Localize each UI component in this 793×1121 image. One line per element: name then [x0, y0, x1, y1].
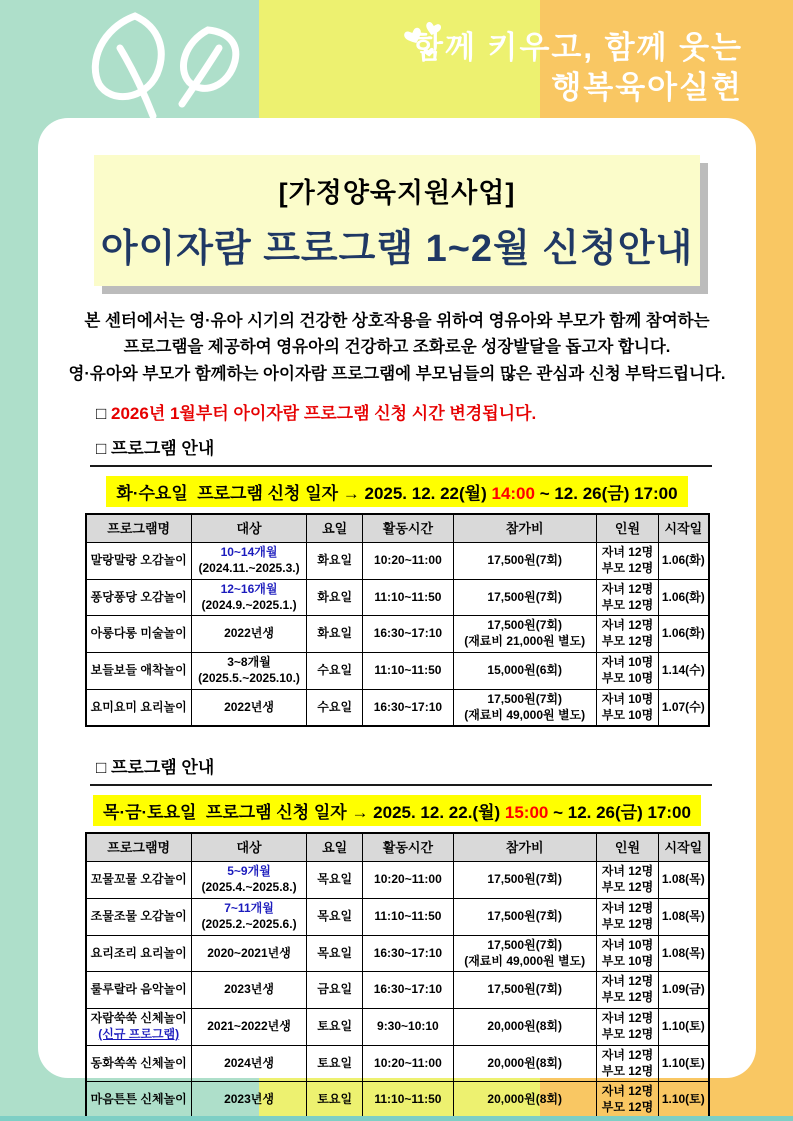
cell-start-date: 1.08(목): [659, 935, 709, 972]
cell-day: 목요일: [307, 862, 363, 899]
cell-capacity: 자녀 12명 부모 12명: [596, 1082, 658, 1119]
cell-target: 2023년생: [191, 972, 306, 1009]
schedule-suffix: ~ 12. 26(금) 17:00: [548, 803, 691, 823]
cell-capacity: 자녀 10명 부모 10명: [596, 689, 658, 726]
column-header: 프로그램명: [86, 833, 192, 862]
slogan-line-2: 행복육아실현: [551, 70, 743, 105]
table-row: [86, 899, 709, 936]
schedule-time: 15:00: [504, 803, 549, 823]
content-card: [38, 118, 756, 1115]
column-header: 활동시간: [363, 833, 453, 862]
cell-program-name: 꼬물꼬물 오감놀이: [86, 862, 192, 899]
cell-fee: 20,000원(8회): [453, 1045, 596, 1082]
column-header: 활동시간: [363, 514, 453, 543]
cell-activity-time: 16:30~17:10: [363, 935, 453, 972]
column-header: 요일: [307, 833, 363, 862]
cell-fee: 17,500원(7회) (재료비 49,000원 별도): [453, 935, 596, 972]
cell-target: 2022년생: [191, 616, 306, 653]
cell-program-name: 아롱다롱 미술놀이: [86, 616, 192, 653]
intro-paragraph: [62, 308, 732, 387]
cell-activity-time: 10:20~11:00: [363, 1045, 453, 1082]
cell-day: 화요일: [307, 579, 363, 616]
section-rule-2: [90, 784, 712, 786]
cell-program-name: 요미요미 요리놀이: [86, 689, 192, 726]
notice-bullet: □: [96, 404, 111, 424]
cell-activity-time: 11:10~11:50: [363, 1082, 453, 1119]
table-row: [86, 1009, 709, 1046]
table-row: [86, 579, 709, 616]
cell-capacity: 자녀 12명 부모 12명: [596, 1009, 658, 1046]
section-rule-1: [90, 465, 712, 467]
cell-start-date: 1.10(토): [659, 1045, 709, 1082]
cell-day: 목요일: [307, 935, 363, 972]
cell-day: 화요일: [307, 616, 363, 653]
intro-line-2: 프로그램을 제공하여 영유아의 건강하고 조화로운 성장발달을 돕고자 합니다.: [123, 338, 671, 357]
cell-target: 2021~2022년생: [191, 1009, 306, 1046]
table-row: [86, 543, 709, 580]
cell-target: 2023년생: [191, 1082, 306, 1119]
schedule-prefix: 목·금·토요일 프로그램 신청 일자 → 2025. 12. 22.(월): [103, 803, 505, 823]
table-row: [86, 616, 709, 653]
cell-activity-time: 10:20~11:00: [363, 543, 453, 580]
cell-program-name: 동화쏙쏙 신체놀이: [86, 1045, 192, 1082]
cell-capacity: 자녀 12명 부모 12명: [596, 543, 658, 580]
column-header: 요일: [307, 514, 363, 543]
schedule-time: 14:00: [491, 484, 535, 504]
cell-target: 12~16개월 (2024.9.~2025.1.): [191, 579, 306, 616]
cell-target: 5~9개월 (2025.4.~2025.8.): [191, 862, 306, 899]
slogan-line-1: 함께 키우고, 함께 웃는: [413, 30, 743, 65]
cell-activity-time: 16:30~17:10: [363, 972, 453, 1009]
notice-text: 2026년 1월부터 아이자람 프로그램 신청 시간 변경됩니다.: [111, 404, 537, 424]
table-row: [86, 935, 709, 972]
column-header: 참가비: [453, 514, 596, 543]
program-table-thu-fri-sat: [85, 832, 710, 1120]
column-header: 인원: [596, 833, 658, 862]
schedule-suffix: ~ 12. 26(금) 17:00: [534, 484, 678, 504]
title-box: [94, 155, 700, 286]
page-title: 아이자람 프로그램 1~2월 신청안내: [100, 228, 694, 270]
cell-target: 7~11개월 (2025.2.~2025.6.): [191, 899, 306, 936]
cell-program-name: 마음튼튼 신체놀이: [86, 1082, 192, 1119]
column-header: 시작일: [659, 833, 709, 862]
cell-activity-time: 16:30~17:10: [363, 689, 453, 726]
schedule-bar-2: [93, 795, 701, 826]
cell-start-date: 1.06(화): [659, 616, 709, 653]
cell-day: 토요일: [307, 1082, 363, 1119]
column-header: 대상: [191, 514, 306, 543]
cell-day: 수요일: [307, 689, 363, 726]
cell-day: 토요일: [307, 1009, 363, 1046]
cell-day: 토요일: [307, 1045, 363, 1082]
cell-activity-time: 11:10~11:50: [363, 899, 453, 936]
cell-activity-time: 16:30~17:10: [363, 616, 453, 653]
column-header: 시작일: [659, 514, 709, 543]
notice-line: [96, 399, 732, 424]
cell-start-date: 1.06(화): [659, 579, 709, 616]
cell-capacity: 자녀 12명 부모 12명: [596, 972, 658, 1009]
cell-start-date: 1.10(토): [659, 1082, 709, 1119]
table-row: [86, 653, 709, 690]
cell-program-name: 요리조리 요리놀이: [86, 935, 192, 972]
header-row: [86, 833, 709, 862]
table-row: [86, 689, 709, 726]
schedule-prefix: 화·수요일 프로그램 신청 일자 → 2025. 12. 22(월): [116, 484, 492, 504]
cell-fee: 17,500원(7회): [453, 972, 596, 1009]
banner-slogan: [413, 28, 743, 108]
cell-fee: 15,000원(6회): [453, 653, 596, 690]
cell-target: 3~8개월 (2025.5.~2025.10.): [191, 653, 306, 690]
cell-activity-time: 10:20~11:00: [363, 862, 453, 899]
cell-program-name: 보들보들 애착놀이: [86, 653, 192, 690]
cell-program-name: 퐁당퐁당 오감놀이: [86, 579, 192, 616]
cell-start-date: 1.09(금): [659, 972, 709, 1009]
cell-program-name: 말랑말랑 오감놀이: [86, 543, 192, 580]
cell-activity-time: 11:10~11:50: [363, 653, 453, 690]
section-label-1: □ 프로그램 안내: [96, 439, 215, 459]
cell-start-date: 1.08(목): [659, 899, 709, 936]
intro-line-3: 영·유아와 부모가 함께하는 아이자람 프로그램에 부모님들의 많은 관심과 신청 부탁드립니다.: [68, 364, 726, 383]
cell-activity-time: 9:30~10:10: [363, 1009, 453, 1046]
cell-fee: 17,500원(7회) (재료비 49,000원 별도): [453, 689, 596, 726]
column-header: 인원: [596, 514, 658, 543]
cell-program-name: 조물조물 오감놀이: [86, 899, 192, 936]
header-row: [86, 514, 709, 543]
title-category: [가정양육지원사업]: [278, 178, 516, 208]
cell-capacity: 자녀 10명 부모 10명: [596, 653, 658, 690]
cell-capacity: 자녀 12명 부모 12명: [596, 616, 658, 653]
section-label-2: □ 프로그램 안내: [96, 758, 215, 778]
cell-target: 2020~2021년생: [191, 935, 306, 972]
cell-capacity: 자녀 12명 부모 12명: [596, 899, 658, 936]
cell-program-name: 자람쑥쑥 신체놀이 (신규 프로그램): [86, 1009, 192, 1046]
cell-fee: 20,000원(8회): [453, 1082, 596, 1119]
cell-capacity: 자녀 10명 부모 10명: [596, 935, 658, 972]
cell-target: 10~14개월 (2024.11.~2025.3.): [191, 543, 306, 580]
cell-start-date: 1.07(수): [659, 689, 709, 726]
intro-line-1: 본 센터에서는 영·유아 시기의 건강한 상호작용을 위하여 영유아와 부모가 함께 참여하는: [84, 312, 710, 330]
column-header: 대상: [191, 833, 306, 862]
table-row: [86, 1045, 709, 1082]
table-row: [86, 862, 709, 899]
cell-target: 2022년생: [191, 689, 306, 726]
column-header: 프로그램명: [86, 514, 192, 543]
program-table-tue-wed: [85, 513, 710, 727]
leaves-icon: [78, 6, 256, 120]
cell-fee: 17,500원(7회): [453, 862, 596, 899]
table-row: [86, 972, 709, 1009]
column-header: 참가비: [453, 833, 596, 862]
cell-fee: 17,500원(7회): [453, 543, 596, 580]
cell-capacity: 자녀 12명 부모 12명: [596, 862, 658, 899]
cell-fee: 17,500원(7회): [453, 899, 596, 936]
cell-start-date: 1.06(화): [659, 543, 709, 580]
cell-start-date: 1.10(토): [659, 1009, 709, 1046]
cell-activity-time: 11:10~11:50: [363, 579, 453, 616]
cell-target: 2024년생: [191, 1045, 306, 1082]
cell-fee: 17,500원(7회): [453, 579, 596, 616]
cell-capacity: 자녀 12명 부모 12명: [596, 1045, 658, 1082]
cell-day: 금요일: [307, 972, 363, 1009]
table-row: [86, 1082, 709, 1119]
cell-fee: 20,000원(8회): [453, 1009, 596, 1046]
cell-day: 목요일: [307, 899, 363, 936]
cell-day: 화요일: [307, 543, 363, 580]
cell-day: 수요일: [307, 653, 363, 690]
bottom-teal-strip: [0, 1116, 793, 1121]
schedule-bar-1: [106, 476, 687, 507]
cell-capacity: 자녀 12명 부모 12명: [596, 579, 658, 616]
cell-program-name: 룰루랄라 음악놀이: [86, 972, 192, 1009]
cell-start-date: 1.08(목): [659, 862, 709, 899]
cell-fee: 17,500원(7회) (재료비 21,000원 별도): [453, 616, 596, 653]
cell-start-date: 1.14(수): [659, 653, 709, 690]
